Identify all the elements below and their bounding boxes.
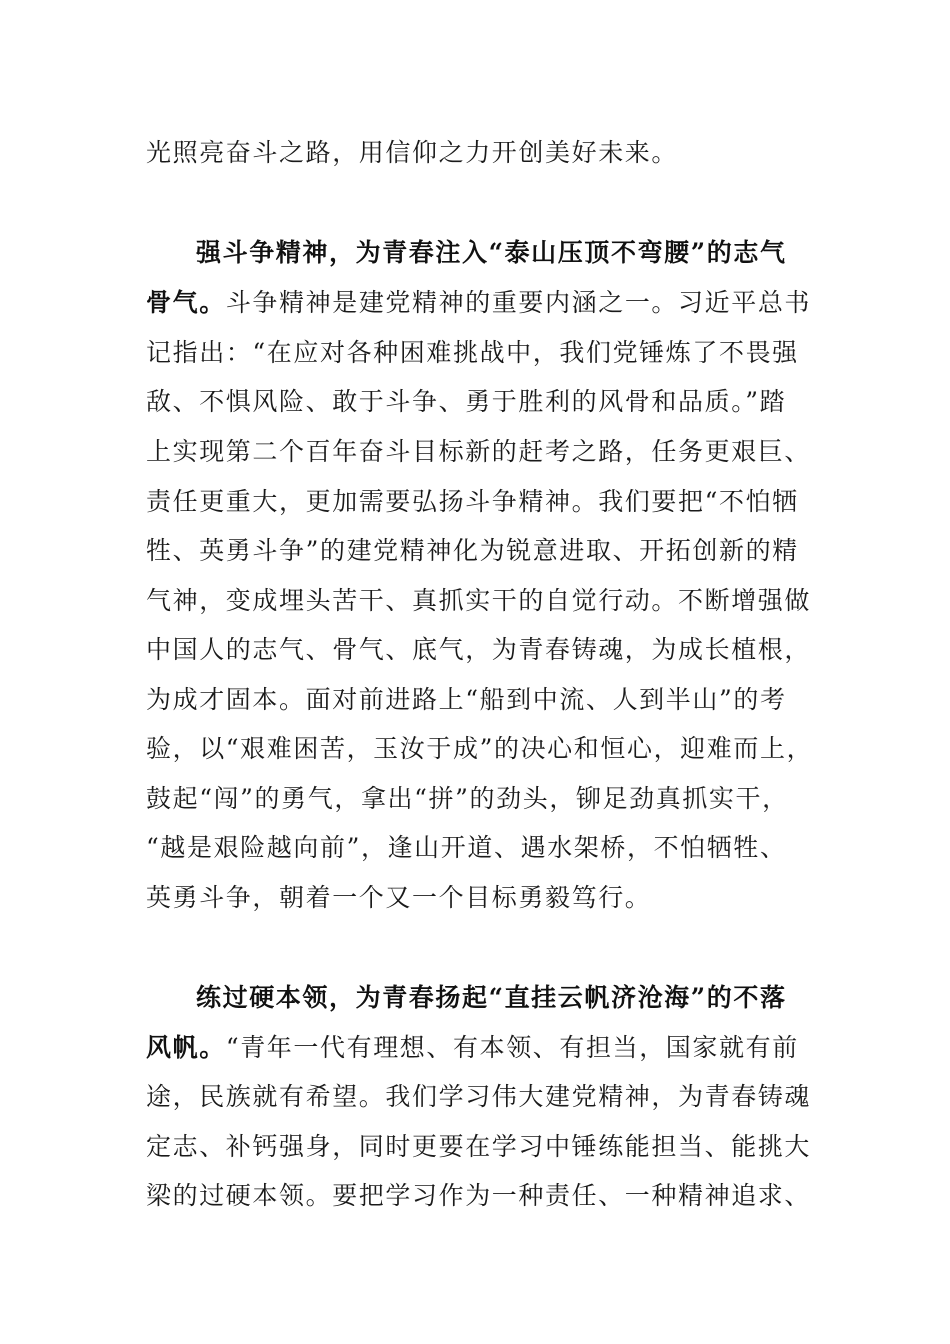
section2-line-text: “青年一代有理想、有本领、有担当，国家就有前 <box>225 1033 799 1062</box>
section1-line: 责任更重大，更加需要弘扬斗争精神。我们要把“不怕牺 <box>146 487 799 516</box>
section1-line: 上实现第二个百年奋斗目标新的赶考之路，任务更艰巨、 <box>146 437 812 466</box>
section1-line: 英勇斗争，朝着一个又一个目标勇毅笃行。 <box>146 883 652 912</box>
section1-line <box>146 288 812 318</box>
section1-heading-end: 骨气。 <box>146 288 226 317</box>
section1-line: 敌、不惧风险、敢于斗争、勇于胜利的风骨和品质。”踏 <box>146 387 787 416</box>
section2-heading-end: 风帆。 <box>146 1033 226 1062</box>
section1-line: “越是艰险越向前”，逢山开道、遇水架桥，不怕牺牲、 <box>146 833 787 862</box>
section2-line: 途，民族就有希望。我们学习伟大建党精神，为青春铸魂 <box>146 1082 812 1111</box>
section1-line: 验，以“艰难困苦，玉汝于成”的决心和恒心，迎难而上， <box>146 734 814 763</box>
section2-line <box>146 1033 806 1063</box>
section1-line: 牲、英勇斗争”的建党精神化为锐意进取、开拓创新的精 <box>146 536 799 565</box>
section2-line: 定志、补钙强身，同时更要在学习中锤练能担当、能挑大 <box>146 1132 812 1161</box>
section1-line: 中国人的志气、骨气、底气，为青春铸魂，为成长植根， <box>146 635 812 664</box>
section1-line: 记指出：“在应对各种困难挑战中，我们党锤炼了不畏强 <box>146 338 799 367</box>
intro-line: 光照亮奋斗之路，用信仰之力开创美好未来。 <box>146 138 679 167</box>
section1-heading: 强斗争精神，为青春注入“泰山压顶不弯腰”的志气 <box>196 238 787 267</box>
section1-line: 鼓起“闯”的勇气，拿出“拼”的劲头，铆足劲真抓实干， <box>146 784 789 813</box>
section1-line: 为成才固本。面对前进路上“船到中流、人到半山”的考 <box>146 685 787 714</box>
section2-line: 梁的过硬本领。要把学习作为一种责任、一种精神追求、 <box>146 1181 812 1210</box>
section1-line-text: 斗争精神是建党精神的重要内涵之一。习近平总书 <box>225 288 812 317</box>
section1-line: 气神，变成埋头苦干、真抓实干的自觉行动。不断增强做 <box>146 586 812 615</box>
section2-heading: 练过硬本领，为青春扬起“直挂云帆济沧海”的不落 <box>196 983 787 1012</box>
